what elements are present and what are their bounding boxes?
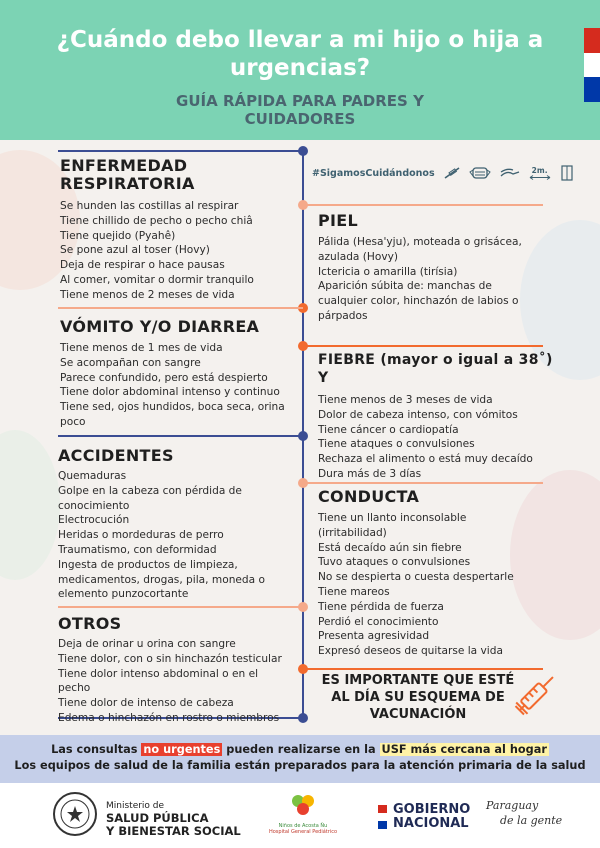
highlight-no-urgentes: no urgentes	[143, 743, 221, 756]
symptom-list	[318, 511, 548, 659]
list-item: Golpe en la cabeza con pérdida de	[58, 484, 242, 497]
list-item: Tiene chillido de pecho o pecho chiâ	[60, 214, 253, 227]
list-item: Tuvo ataques o convulsiones	[318, 556, 471, 569]
symptom-list	[58, 469, 298, 602]
list-item: Tiene ataques o convulsiones	[318, 438, 475, 451]
list-item: azulada (Hovy)	[318, 250, 399, 263]
list-item: párpados	[318, 309, 368, 322]
ministry-small: Ministerio de	[106, 801, 165, 811]
gobierno-nacional-logo	[393, 803, 470, 831]
symptom-list	[58, 637, 300, 726]
symptom-list	[318, 235, 548, 324]
hospital-emblem-icon	[288, 789, 318, 819]
hospital-subname: Hospital General Pediátrico	[268, 829, 338, 835]
list-item: Dura más de 3 días	[318, 467, 422, 480]
syringe-icon	[506, 664, 566, 728]
notice-band	[0, 735, 600, 783]
bg-blob-left-bottom	[0, 430, 60, 580]
list-item: medicamentos, drogas, pila, moneda o	[58, 573, 265, 586]
symptom-list	[318, 393, 558, 482]
list-item: Se pone azul al toser (Hovy)	[60, 244, 210, 257]
list-item: Se acompañan con sangre	[60, 356, 201, 369]
list-item: Tiene sed, ojos hundidos, boca seca, orina	[60, 401, 285, 414]
list-item: Tiene un llanto inconsolable	[318, 512, 467, 524]
list-item: Dolor de cabeza intenso, con vómitos	[318, 408, 518, 421]
national-seal-icon	[52, 791, 98, 841]
list-item: Tiene menos de 2 meses de vida	[60, 288, 235, 301]
list-item: pecho	[58, 682, 91, 695]
slogan-line-2: de la gente	[500, 814, 563, 827]
face-mask-icon	[469, 166, 491, 180]
list-item: Tiene quejido (Pyahê)	[60, 229, 176, 242]
list-item: conocimiento	[58, 499, 130, 512]
list-item: Perdió el conocimiento	[318, 615, 439, 628]
list-item: Expresó deseos de quitarse la vida	[318, 645, 503, 658]
list-item: Tiene pérdida de fuerza	[318, 600, 444, 613]
door-icon	[559, 165, 575, 181]
divider-line	[58, 606, 303, 608]
list-item: Traumatismo, con deformidad	[58, 543, 217, 556]
distance-label: 2m.	[531, 165, 548, 175]
section-vomito	[60, 318, 300, 430]
list-item: Tiene cáncer o cardiopatía	[318, 423, 459, 436]
page-subtitle: GUÍA RÁPIDA PARA PADRES Y CUIDADORES	[176, 92, 424, 128]
divider-line	[58, 150, 303, 152]
list-item: Parece confundido, pero está despierto	[60, 371, 268, 384]
list-item: Ictericia o amarilla (tirísia)	[318, 265, 458, 278]
hand-wash-icon	[499, 166, 521, 180]
list-item: Deja de orinar u orina con sangre	[58, 638, 236, 650]
list-item: Pálida (Hesa'yju), moteada o grisácea,	[318, 236, 522, 248]
list-item: Tiene dolor intenso abdominal o en el	[58, 667, 259, 680]
ministry-logo-text	[106, 801, 241, 838]
divider-line	[303, 204, 543, 206]
list-item: Tiene mareos	[318, 585, 390, 598]
divider-line	[58, 435, 303, 437]
section-fiebre	[318, 351, 558, 482]
slogan-line-1: Paraguay	[486, 799, 539, 812]
vaccination-note: ES IMPORTANTE QUE ESTÉ AL DÍA SU ESQUEMA DE VACUNACIÓN	[321, 673, 515, 722]
divider-line	[303, 345, 543, 347]
list-item: Deja de respirar o hace pausas	[60, 259, 225, 272]
hashtag-text	[312, 168, 435, 179]
notice-line-2: Los equipos de salud de la familia están preparados para la atención primaria de la salud	[14, 759, 586, 772]
list-item: elemento punzocortante	[58, 588, 189, 601]
ministry-line-1: SALUD PÚBLICA	[106, 811, 209, 825]
list-item: Aparición súbita de: manchas de	[318, 280, 492, 293]
gov-line-2: NACIONAL	[393, 816, 469, 831]
distance-icon	[529, 167, 551, 180]
list-item: No se despierta o cuesta despertarle	[318, 571, 514, 584]
list-item: Tiene menos de 1 mes de vida	[60, 342, 223, 354]
hospital-name: Niños de Acosta Ñu	[278, 823, 328, 829]
paraguay-flag-icon	[584, 28, 600, 102]
notice-text: Las consultas	[51, 743, 138, 756]
list-item: Tiene dolor abdominal intenso y continuo	[60, 386, 280, 399]
section-conducta	[318, 488, 548, 659]
notice-text: pueden realizarse en la	[226, 743, 376, 756]
list-item: Rechaza el alimento o está muy decaído	[318, 453, 533, 466]
paraguay-slogan	[486, 798, 562, 828]
list-item: Heridas o mordeduras de perro	[58, 529, 224, 542]
section-title: FIEBRE (mayor o igual a 38˚) Y	[318, 352, 553, 386]
list-item: cualquier color, hinchazón de labios o	[318, 295, 519, 308]
list-item: Está decaído aún sin fiebre	[318, 541, 462, 554]
campaign-bar	[312, 160, 592, 186]
hashtag-suffix: Cuidándonos	[365, 167, 435, 179]
section-piel	[318, 212, 548, 324]
list-item: Tiene dolor de intenso de cabeza	[58, 697, 234, 710]
gov-flag-icon	[378, 805, 387, 829]
ministry-line-2: Y BIENESTAR SOCIAL	[106, 824, 241, 838]
highlight-usf: USF más cercana al hogar	[381, 743, 547, 756]
section-title: CONDUCTA	[318, 487, 420, 506]
list-item: Electrocución	[58, 514, 130, 527]
section-title: OTROS	[58, 614, 122, 633]
symptom-list	[60, 199, 300, 303]
list-item: Ingesta de productos de limpieza,	[58, 558, 238, 571]
gov-line-1: GOBIERNO	[393, 802, 471, 817]
divider-line	[303, 482, 543, 484]
footer-logos	[0, 783, 600, 848]
list-item: Presenta agresividad	[318, 630, 430, 643]
list-item: Se hunden las costillas al respirar	[60, 200, 239, 212]
hospital-logo	[268, 789, 338, 843]
list-item: poco	[60, 415, 86, 428]
section-respiratoria	[60, 157, 300, 303]
page-title: ¿Cuándo debo llevar a mi hijo o hija a urgencias?	[56, 27, 544, 81]
list-item: Al comer, vomitar o dormir tranquilo	[60, 273, 254, 286]
list-item: Edema o hinchazón en rostro o miembros	[58, 711, 280, 724]
list-item: Tiene dolor, con o sin hinchazón testicular	[58, 652, 282, 665]
list-item: (irritabilidad)	[318, 526, 387, 539]
hashtag-prefix: #Sigamos	[312, 167, 366, 179]
divider-line	[58, 307, 303, 309]
section-otros	[58, 615, 300, 726]
header-banner	[0, 0, 600, 140]
section-title: ACCIDENTES	[58, 446, 174, 465]
section-title: ENFERMEDAD RESPIRATORIA	[60, 156, 195, 193]
list-item: Quemaduras	[58, 470, 127, 482]
section-title: VÓMITO Y/O DIARREA	[60, 317, 260, 336]
syringe-small-icon	[443, 166, 461, 180]
symptom-list	[60, 341, 300, 430]
section-title: PIEL	[318, 211, 359, 230]
notice-line-1	[0, 742, 600, 758]
list-item: Tiene menos de 3 meses de vida	[318, 394, 493, 406]
section-accidentes	[58, 447, 298, 602]
